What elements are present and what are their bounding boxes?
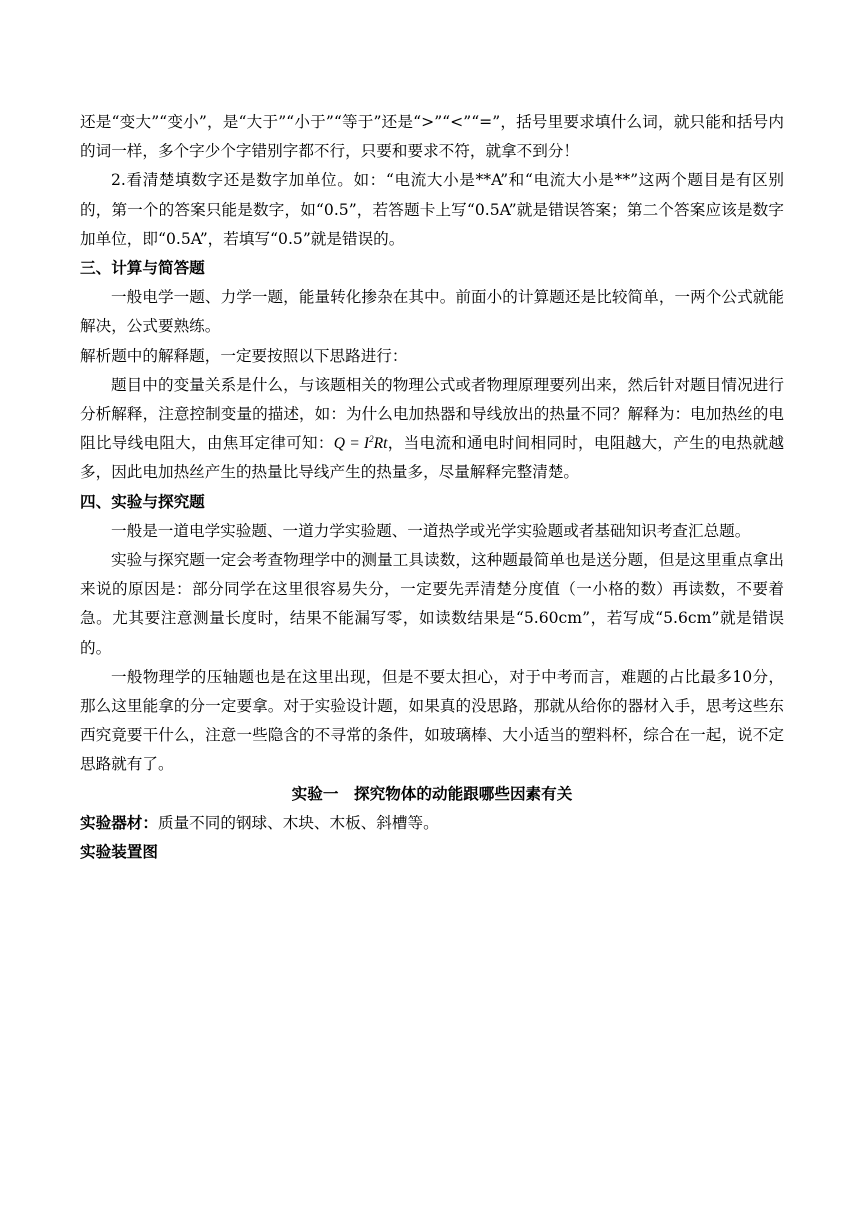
experiment-equipment [80,809,784,838]
formula-exponent: 2 [369,434,374,445]
experiment-title: 实验一 探究物体的动能跟哪些因素有关 [291,784,573,803]
paragraph-explanation-method [80,371,784,488]
experiment-diagram-label: 实验装置图 [80,843,158,862]
paragraph-final-problem: 一般物理学的压轴题也是在这里出现，但是不要太担心，对于中考而言，难题的占比最多10分，那么这里能拿的分一定要拿。对于实验设计题，如果真的没思路，那就从给你的器材入手，思考这些东西究竟要干什么，注意一些隐含的不寻常的条件，如玻璃棒、大小适当的塑料杯，综合在一起，说不定思路就有了。 [80,667,784,774]
formula-rt: Rt [373,435,388,453]
joule-law-formula [334,435,388,452]
paragraph-calculation-intro: 一般电学一题、力学一题，能量转化掺杂在其中。前面小的计算题还是比较简单，一两个公式就能解决，公式要熟练。 [80,288,784,336]
paragraph-measurement-reading: 实验与探究题一定会考查物理学中的测量工具读数，这种题最简单也是送分题，但是这里重点拿出来说的原因是：部分同学在这里很容易失分，一定要先弄清楚分度值（一小格的数）再读数，不要着急。尤其要注意测量长度时，结果不能漏写零，如读数结果是“5.60cm”，若写成“5.6cm”就是错误的。 [80,551,784,657]
equipment-label: 实验器材： [80,813,158,832]
formula-equals: = [345,435,364,453]
equipment-text: 质量不同的钢球、木块、木板、斜槽等。 [157,813,439,832]
paragraph-fill-in-rules: 还是“变大”“变小”，是“大于”“小于”“等于”还是“>”“<”“=”，括号里要求填什么词，就只能和括号内的词一样，多个字少个字错别字都不行，只要和要求不符，就拿不到分！ [80,113,784,161]
section-heading-experiment: 四、实验与探究题 [80,492,205,511]
paragraph-unit-rules: 2.看清楚填数字还是数字加单位。如：“电流大小是**A”和“电流大小是**”这两个题目是有区别的，第一个的答案只能是数字，如“0.5”，若答题卡上写“0.5A”就是错误答案；第二个答案应该是数字加单位，即“0.5A”，若填写“0.5”就是错误的。 [80,171,784,248]
formula-q: Q [333,435,346,453]
paragraph-explanation-intro: 解析题中的解释题，一定要按照以下思路进行： [80,346,408,365]
section-heading-calculation: 三、计算与简答题 [80,259,205,278]
formula-i: I [363,435,370,453]
explanation-text-before: 题目中的变量关系是什么，与该题相关的物理公式或者物理原理要列出来，然后针对题目情况进行分析解释，注意控制变量的描述，如：为什么电加热器和导线放出的热量不同？解释为：电加热丝的电阻比导线电阻大，由焦耳定律可知： [80,375,784,453]
explanation-text-after: ，当电流和通电时间相同时，电阻越大，产生的电热就越多，因此电加热丝产生的热量比导线产生的热量多，尽量解释完整清楚。 [80,434,784,482]
paragraph-experiment-intro: 一般是一道电学实验题、一道力学实验题、一道热学或光学实验题或者基础知识考查汇总题。 [111,521,751,540]
document-page [80,108,784,867]
